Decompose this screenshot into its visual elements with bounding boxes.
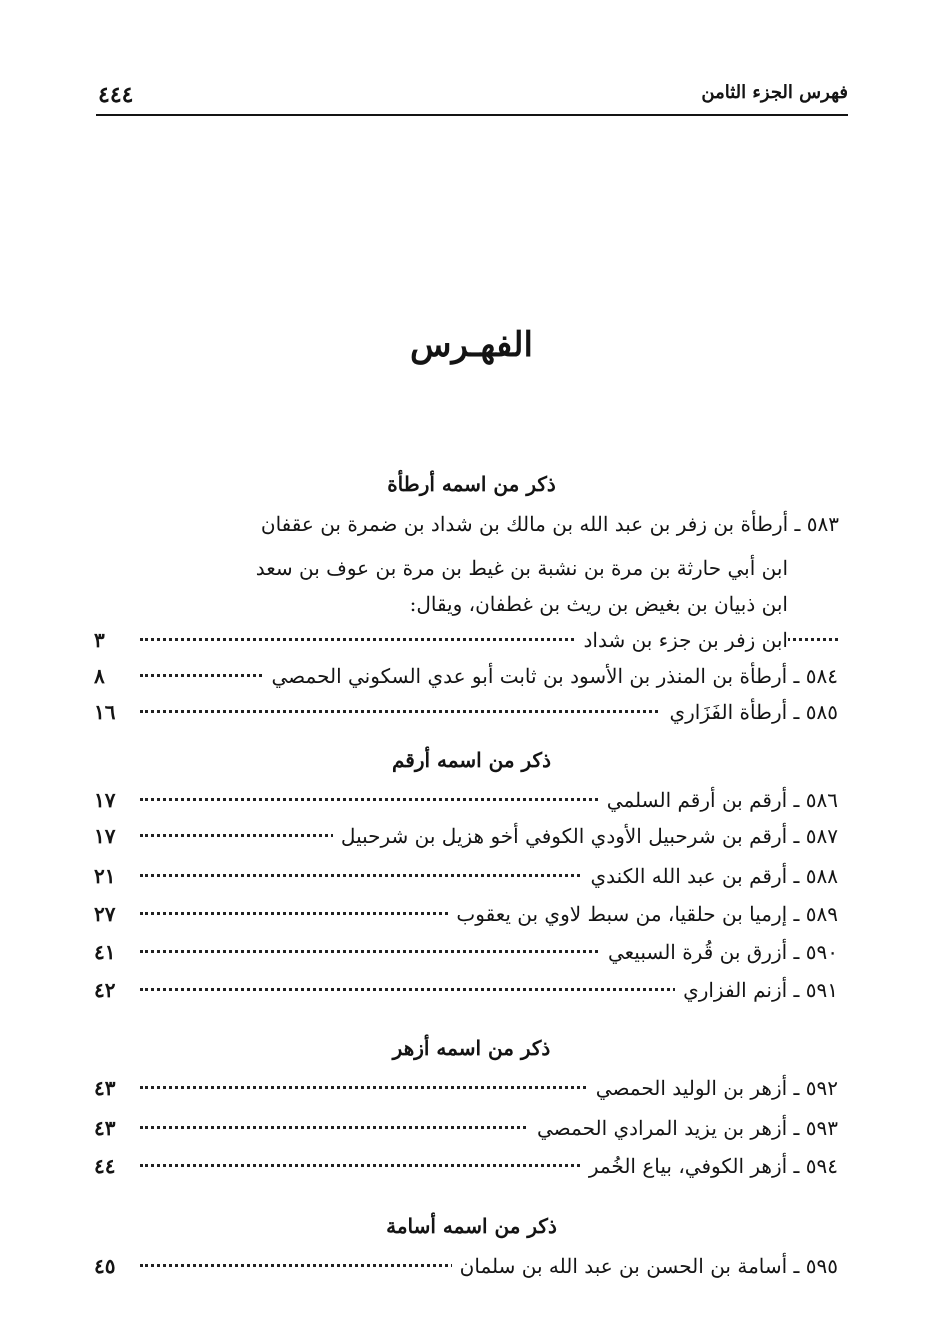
section-title-azhar: ذكر من اسمه أزهر (392, 1036, 551, 1060)
entry-593 (94, 1116, 838, 1152)
entry-number: ٥٩٣ (805, 1116, 838, 1140)
entry-number: ٥٩١ (805, 978, 838, 1002)
section-title-artah: ذكر من اسمه أرطأة (387, 472, 556, 496)
entry-590 (94, 940, 838, 976)
entry-number: ٥٨٩ (805, 902, 838, 926)
entry-number: ٥٨٨ (805, 864, 838, 888)
entry-page-number: ٢٧ (94, 902, 116, 926)
entry-continuation: ابن زفر بن جزء بن شداد (576, 628, 789, 652)
entry-name: أسامة بن الحسن بن عبد الله بن سلمان (459, 1254, 788, 1278)
page-number: ٤٤٤ (98, 82, 134, 108)
entry-name: إرميا بن حلقيا، من سبط لاوي بن يعقوب (456, 902, 788, 926)
entry-page-number: ٤٣ (94, 1076, 116, 1100)
entry-page-number: ١٧ (94, 824, 116, 848)
entry-text: ٥٩٣ ـ أزهر بن يزيد المرادي الحمصي (529, 1116, 838, 1140)
entry-text: ٥٨٦ ـ أرقم بن أرقم السلمي (599, 788, 838, 812)
entry-text: ٥٨٩ ـ إرميا بن حلقيا، من سبط لاوي بن يعقوب (448, 902, 838, 926)
section-title-usama: ذكر من اسمه أسامة (386, 1214, 557, 1238)
page-title: الفهـرس (410, 325, 533, 365)
header-title: فهرس الجزء الثامن (701, 82, 848, 103)
entry-name: أرقم بن عبد الله الكندي (590, 864, 788, 888)
entry-text: ٥٨٧ ـ أرقم بن شرحبيل الأودي الكوفي أخو هزيل بن شرحبيل (333, 824, 838, 848)
entry-page-number: ١٦ (94, 700, 116, 724)
entry-text: ٥٨٨ ـ أرقم بن عبد الله الكندي (583, 864, 838, 888)
entry-585 (94, 700, 838, 736)
entry-594 (94, 1154, 838, 1190)
entry-name: أرطأة الفَزَاري (669, 700, 788, 724)
entry-name: أرطأة بن المنذر بن الأسود بن ثابت أبو عدي السكوني الحمصي (271, 664, 788, 688)
entry-number: ٥٩٢ (805, 1076, 838, 1100)
entry-number: ٥٨٤ (805, 664, 838, 688)
section-title-arqam: ذكر من اسمه أرقم (392, 748, 551, 772)
entry-page-number: ٤٤ (94, 1154, 116, 1178)
entry-page-number: ٨ (94, 664, 105, 688)
entry-page-number: ٤٣ (94, 1116, 116, 1140)
entry-number: ٥٩٥ (805, 1254, 838, 1278)
entry-text: ٥٩٤ ـ أزهر الكوفي، بياع الخُمر (581, 1154, 838, 1178)
entry-page-number: ٤١ (94, 940, 116, 964)
entry-595 (94, 1254, 838, 1290)
entry-name: أزهر بن الوليد الحمصي (595, 1076, 788, 1100)
entry-589 (94, 902, 838, 938)
entry-name: أزهر بن يزيد المرادي الحمصي (537, 1116, 788, 1140)
entry-name: أزرق بن قُرة السبيعي (607, 940, 788, 964)
entry-number: ٥٨٣ (806, 512, 839, 536)
entry-name: أزنم الفزاري (683, 978, 788, 1002)
entry-name: أرطأة بن زفر بن عبد الله بن مالك بن شداد بن ضمرة بن عقفان (260, 512, 789, 536)
entry-name: أرقم بن أرقم السلمي (606, 788, 788, 812)
entry-583-line3: ابن ذبيان بن بغيض بن ريث بن غطفان، ويقال: (409, 592, 788, 616)
entry-text: ٥٨٤ ـ أرطأة بن المنذر بن الأسود بن ثابت أبو عدي السكوني الحمصي (264, 664, 838, 688)
entry-page-number: ٣ (94, 628, 105, 652)
entry-name: أزهر الكوفي، بياع الخُمر (588, 1154, 788, 1178)
running-header (96, 80, 848, 116)
entry-text: ٥٩٠ ـ أزرق بن قُرة السبيعي (600, 940, 838, 964)
entry-text: ٥٩٢ ـ أزهر بن الوليد الحمصي (588, 1076, 838, 1100)
entry-name: أرقم بن شرحبيل الأودي الكوفي أخو هزيل بن شرحبيل (340, 824, 788, 848)
entry-number: ٥٨٥ (805, 700, 838, 724)
entry-text: ٥٨٥ ـ أرطأة الفَزَاري (661, 700, 838, 724)
entry-586 (94, 788, 838, 824)
entry-592 (94, 1076, 838, 1112)
entry-583-line1: ٥٨٣ ـ أرطأة بن زفر بن عبد الله بن مالك بن شداد بن ضمرة بن عقفان (260, 512, 839, 536)
entry-text: ٥٩٥ ـ أسامة بن الحسن بن عبد الله بن سلمان (452, 1254, 838, 1278)
entry-583-line4 (94, 628, 838, 664)
entry-text: ٥٩١ ـ أزنم الفزاري (675, 978, 838, 1002)
entry-number: ٥٨٧ (805, 824, 838, 848)
entry-number: ٥٩٤ (805, 1154, 838, 1178)
entry-number: ٥٩٠ (805, 940, 838, 964)
entry-587 (94, 824, 838, 860)
entry-number: ٥٨٦ (805, 788, 838, 812)
entry-page-number: ٤٥ (94, 1254, 116, 1278)
entry-page-number: ٤٢ (94, 978, 116, 1002)
entry-page-number: ١٧ (94, 788, 116, 812)
entry-584 (94, 664, 838, 700)
entry-page-number: ٢١ (94, 864, 116, 888)
entry-583-line2: ابن أبي حارثة بن مرة بن نشبة بن غيط بن مرة بن عوف بن سعد (255, 556, 788, 580)
entry-591 (94, 978, 838, 1014)
entry-588 (94, 864, 838, 900)
